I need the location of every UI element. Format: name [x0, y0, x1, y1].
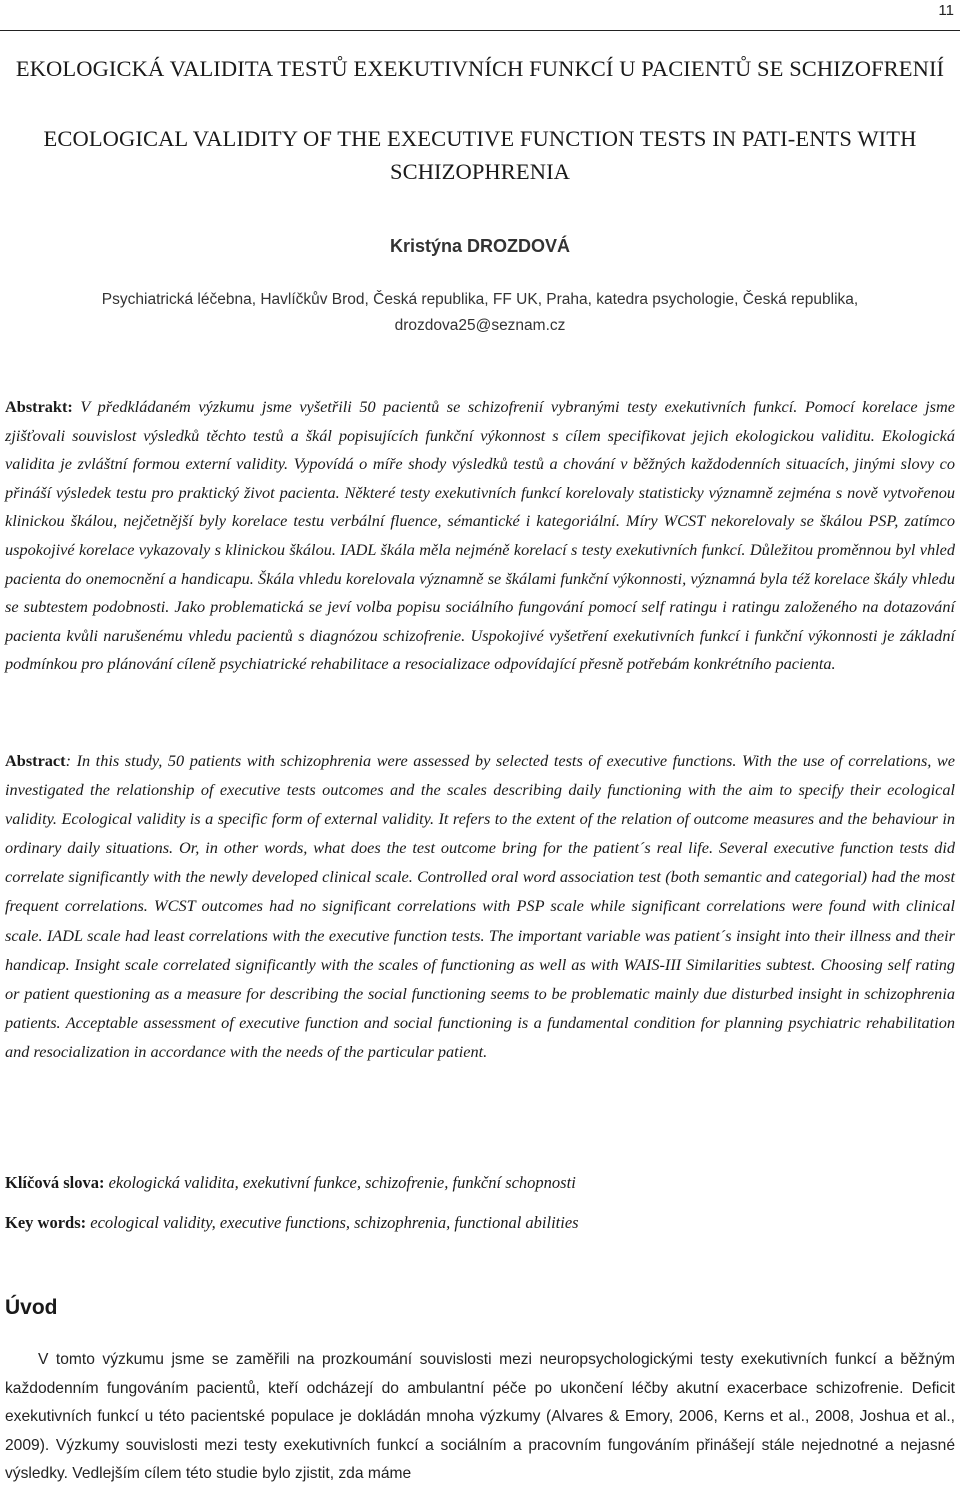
affiliation-text: Psychiatrická léčebna, Havlíčkův Brod, Česká republika, FF UK, Praha, katedra psychologie, Česká republika, [101, 291, 859, 308]
title-english: ECOLOGICAL VALIDITY OF THE EXECUTIVE FUNCTION TESTS IN PATI-ENTS WITH SCHIZOPHRENIA [43, 126, 917, 184]
keywords-czech [5, 1173, 955, 1193]
page-number: 11 [938, 2, 954, 19]
abstract-czech-text: V předkládaném výzkumu jsme vyšetřili 50 pacientů se schizofrenií vybranými testy exekutivních funkcí. Pomocí korelace jsme zjišťovali souvislost výsledků těchto testů a škál popisujících funkční výkonnost s cílem specifikovat jejich ekologickou validitu. Ekologická validita je zvláštní formou externí validity. Vypovídá o míře shody výsledků testů a chování v běžných každodenních situacích, jinými slovy co přináší výsledek testu pro praktický život pacienta. Některé testy exekutivních funkcí korelovaly statisticky významně zejména s nově vytvořenou klinickou škálou, nejčetnější byly korelace testu verbální fluence, sémantické i kategoriální. Míry WCST nekorelovaly se škálou PSP, zatímco uspokojivé korelace vykazovaly s klinickou škálou. IADL škála měla nejméně korelací s testy exekutivních funkcí. Důležitou proměnnou byl vhled pacienta do onemocnění a handicapu. Škála vhledu korelovala významně se škálami funkční výkonnosti, významná byla též korelace škály vhledu se subtestem podobnosti. Jako problematická se jeví volba popisu sociálního fungování pomocí self ratingu i ratingu založeného na dotazování pacienta kvůli narušenému vhledu pacientů s diagnózou schizofrenie. Uspokojivé vyšetření exekutivních funkcí i funkční výkonnosti je základní podmínkou pro plánování cíleně psychiatrické rehabilitace a resocializace odpovídající přesně potřebám konkrétního pacienta. [5, 397, 955, 674]
abstract-english-label: Abstract [5, 751, 66, 770]
author-email: drozdova25@seznam.cz [394, 317, 566, 334]
keywords-english-label: Key words: [5, 1213, 87, 1232]
abstract-czech [5, 393, 955, 679]
intro-paragraph: V tomto výzkumu jsme se zaměřili na prozkoumání souvislosti mezi neuropsychologickými testy exekutivních funkcí a běžným každodenním fungováním pacientů, kteří odcházejí do ambulantní péče po ukončení léčby akutní exacerbace schizofrenie. Deficit exekutivních funkcí u této pacientské populace je dokládán mnoha výzkumy (Alvares & Emory, 2006, Kerns et al., 2008, Joshua et al., 2009). Výzkumy souvislosti mezi testy exekutivních funkcí a sociálním a pracovním fungováním přinášejí stále nejednotné a nejasné výsledky. Vedlejším cílem této studie bylo zjistit, zda máme [5, 1351, 955, 1483]
header-rule [0, 30, 960, 31]
abstract-english [5, 746, 955, 1066]
abstract-english-text: : In this study, 50 patients with schizophrenia were assessed by selected tests of executive functions. With the use of correlations, we investigated the relationship of executive tests outcomes and the scales describing daily functioning with the aim to specify their ecological validity. Ecological validity is a specific form of external validity. It refers to the extent of the relation of outcome measures and the behaviour in ordinary daily situations. Or, in other words, what does the test outcome bring for the patient´s real life. Several executive function tests did correlate significantly with the newly developed clinical scale. Controlled oral word association test (both semantic and categorial) had the most frequent correlations. WCST outcomes had no significant correlations with PSP scale while significant correlations were found with clinical scale. IADL scale had least correlations with the executive function tests. The important variable was patient´s insight into their illness and their handicap. Insight scale correlated significantly with the scales of functioning as well as with WAIS-III Similarities subtest. Choosing self rating or patient questioning as a measure for describing the social functioning seems to be problematic mainly due disturbed insight in schizophrenia patients. Acceptable assessment of executive function and social functioning is a fundamental condition for planning psychiatric rehabilitation and resocialization in accordance with the needs of the particular patient. [5, 751, 955, 1061]
title-czech: EKOLOGICKÁ VALIDITA TESTŮ EXEKUTIVNÍCH FUNKCÍ U PACIENTŮ SE SCHIZOFRENIÍ [15, 56, 945, 81]
keywords-english [5, 1213, 955, 1233]
abstract-czech-label: Abstrakt: [5, 397, 73, 416]
author-affiliation [0, 287, 960, 339]
author-name: Kristýna DROZDOVÁ [389, 236, 571, 256]
section-heading-intro: Úvod [5, 1296, 58, 1319]
keywords-czech-label: Klíčová slova: [5, 1173, 105, 1192]
keywords-czech-text: ekologická validita, exekutivní funkce, schizofrenie, funkční schopnosti [104, 1173, 576, 1192]
keywords-english-text: ecological validity, executive functions, schizophrenia, functional abilities [86, 1213, 579, 1232]
